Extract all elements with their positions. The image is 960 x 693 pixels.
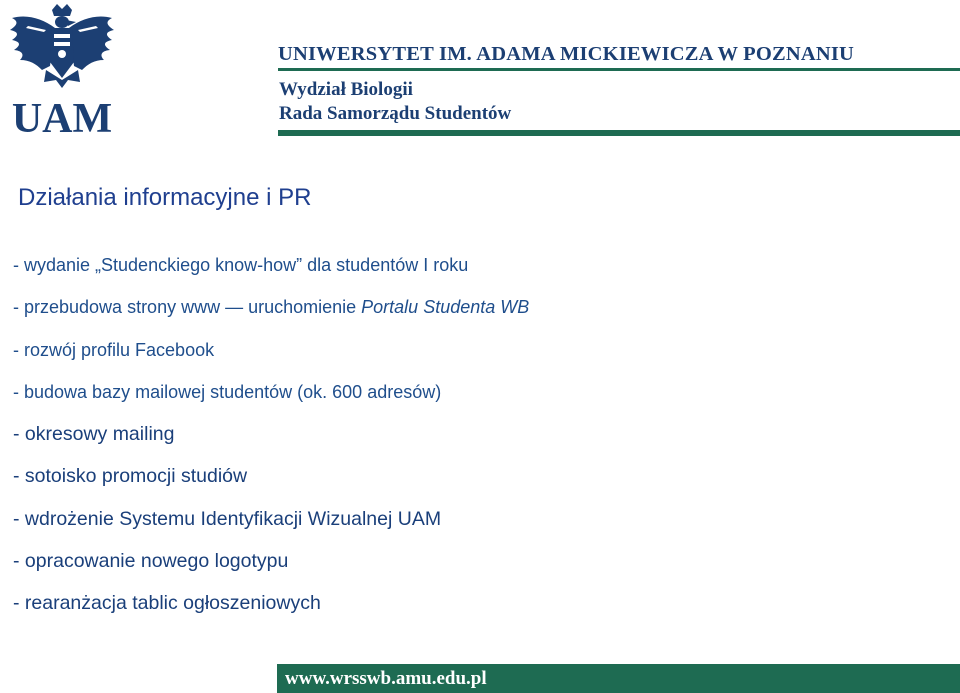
list-item-text: - przebudowa strony www — uruchomienie	[13, 297, 362, 318]
list-item: - wydanie „Studenckiego know-how” dla studentów I roku	[13, 255, 469, 275]
list-item: - rozwój profilu Facebook	[13, 339, 215, 360]
list-item: - sotoisko promocji studiów	[13, 465, 248, 488]
list-item	[13, 294, 529, 336]
uam-logo	[6, 4, 118, 138]
list-item: - rearanżacja tablic ogłoszeniowych	[13, 592, 321, 615]
page-title: Działania informacyjne i PR	[18, 184, 312, 211]
list-item: - okresowy mailing	[13, 423, 175, 446]
university-name: UNIWERSYTET IM. ADAMA MICKIEWICZA W POZNANIU	[278, 43, 855, 65]
list-item: - opracowanie nowego logotypu	[13, 550, 289, 573]
faculty-name: Wydział Biologii	[279, 79, 413, 100]
list-item: - wdrożenie Systemu Identyfikacji Wizualnej UAM	[13, 507, 442, 530]
footer-bar	[277, 664, 960, 693]
footer-url-link[interactable]: www.wrsswb.amu.edu.pl	[285, 668, 487, 689]
logo-text: UAM	[11, 96, 113, 138]
eagle-emblem-icon	[6, 4, 118, 138]
faculty-block	[279, 78, 511, 126]
council-name: Rada Samorządu Studentów	[279, 103, 512, 124]
list-item-italic: Portalu Studenta WB	[361, 297, 530, 318]
activity-list	[13, 252, 529, 633]
header-rule-bottom	[278, 130, 960, 136]
list-item: - budowa bazy mailowej studentów (ok. 600 adresów)	[13, 381, 442, 402]
header-rule-top	[278, 68, 960, 71]
